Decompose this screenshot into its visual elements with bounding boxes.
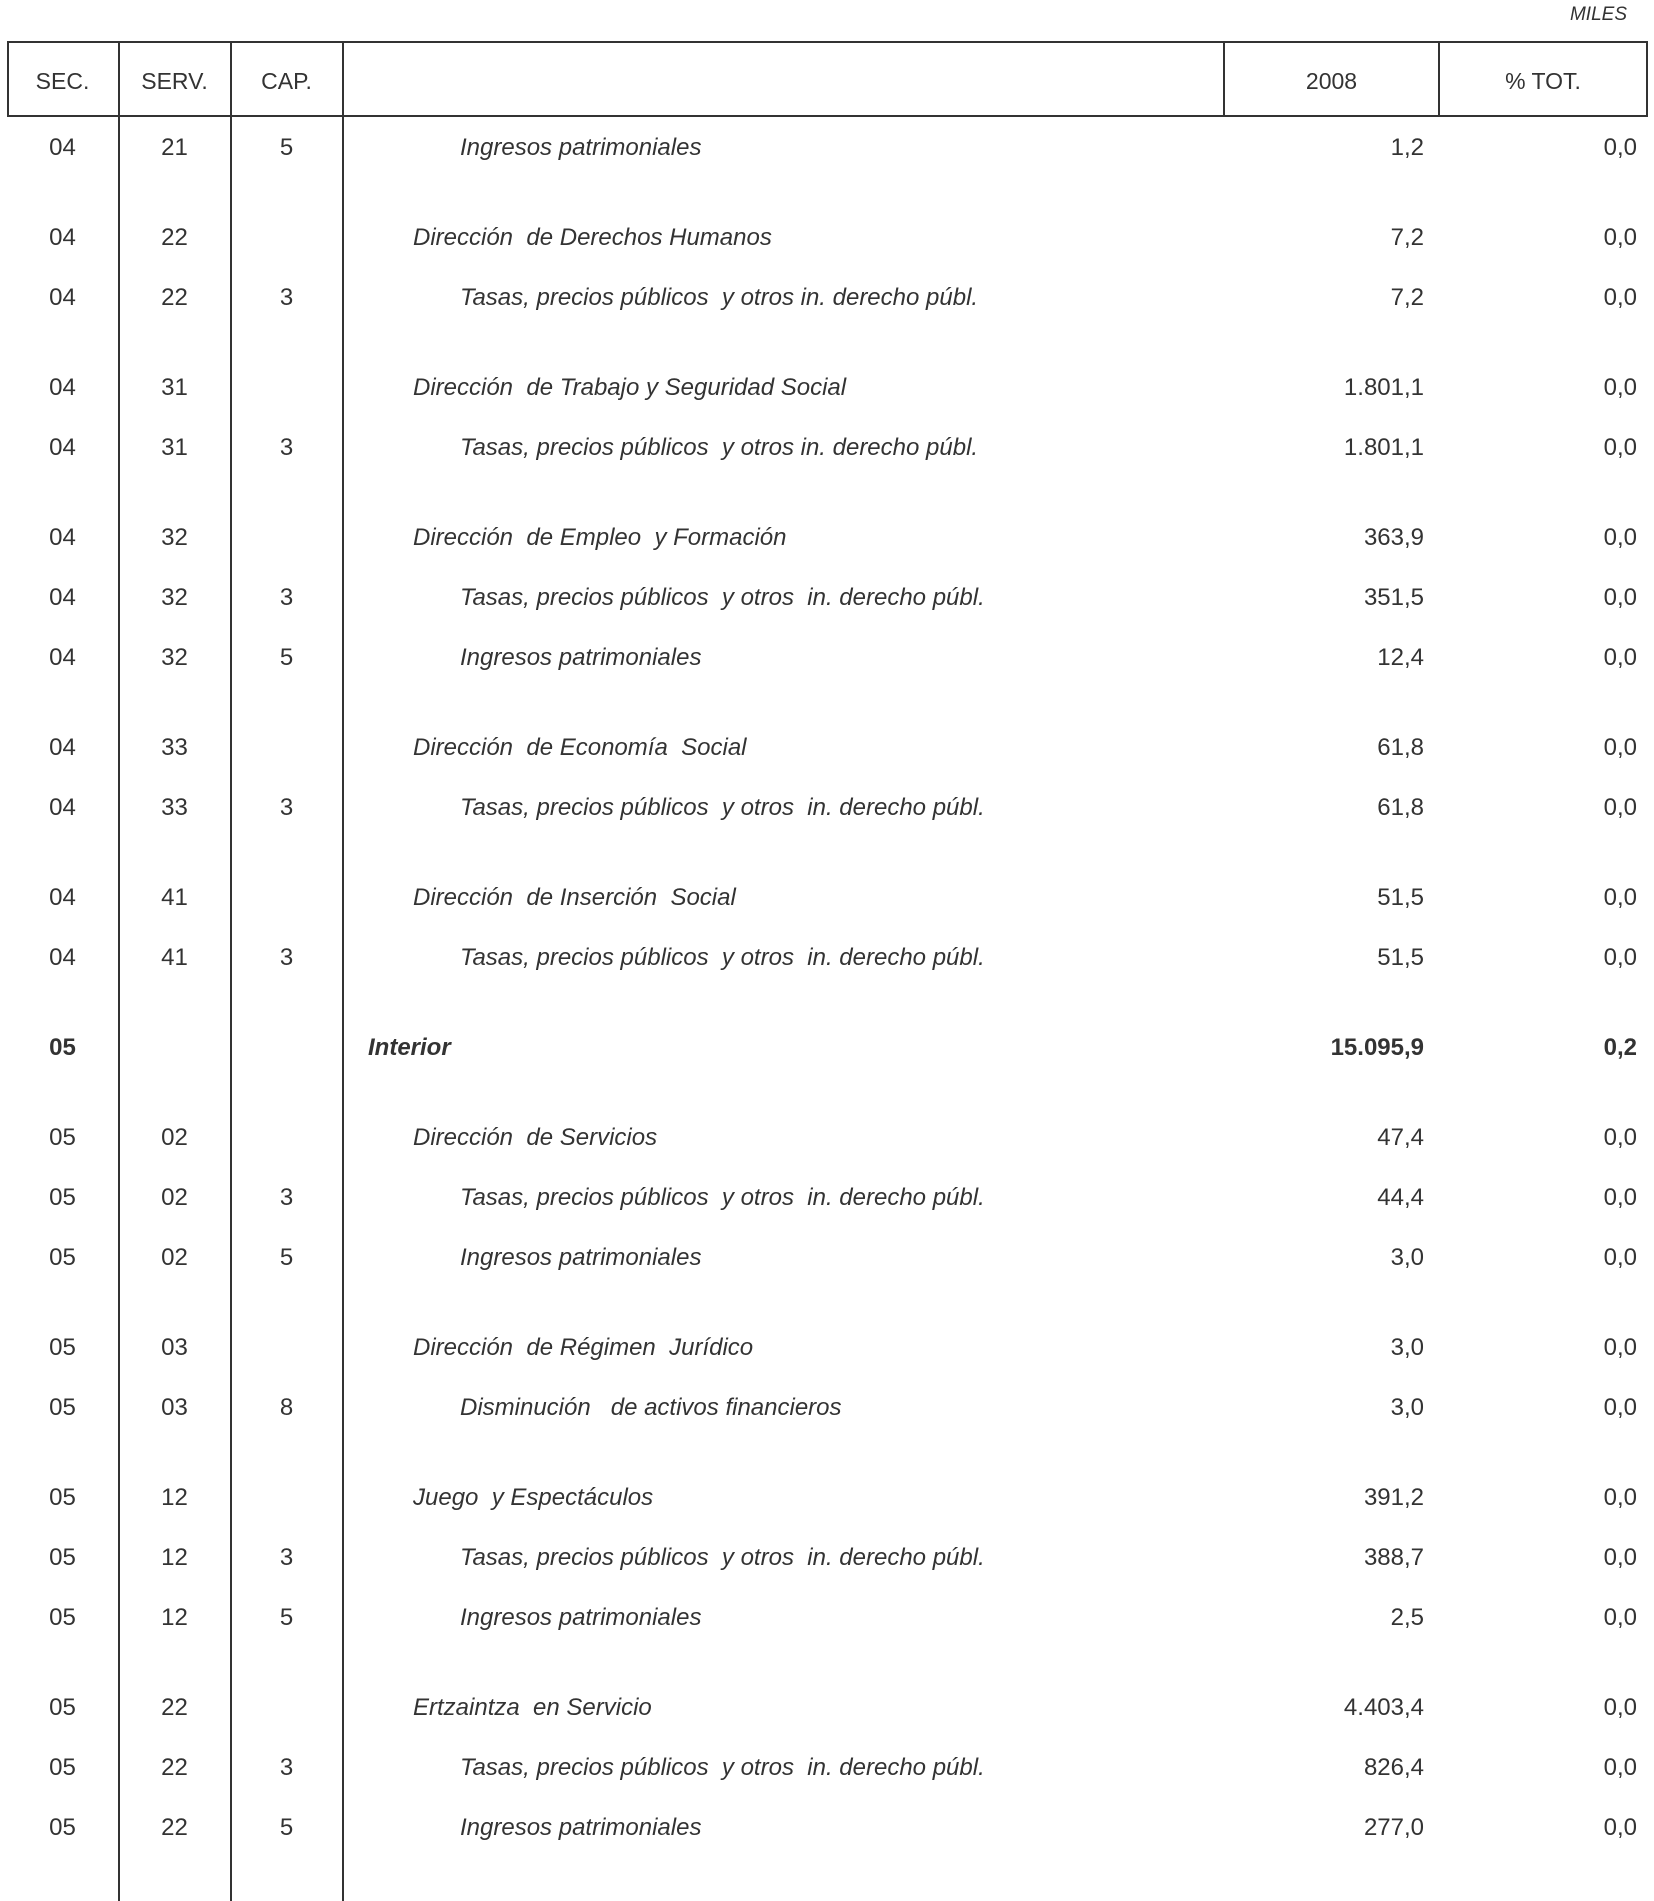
serv-code: 33	[161, 734, 188, 761]
sec-code: 05	[49, 1694, 76, 1721]
units-label: MILES	[1569, 4, 1627, 25]
cap-code	[231, 1468, 342, 1528]
serv-code: 22	[161, 1754, 188, 1781]
percent-total: 0,0	[1603, 1544, 1637, 1571]
sec-code: 05	[49, 1184, 76, 1211]
serv-code: 31	[161, 374, 188, 401]
sec-code: 05	[49, 1484, 76, 1511]
chapter-row	[7, 418, 1648, 478]
value-2008: 12,4	[1377, 644, 1424, 671]
description: Dirección de Trabajo y Seguridad Social	[413, 374, 847, 401]
serv-code: 22	[161, 1814, 188, 1841]
serv-code: 32	[161, 584, 188, 611]
cap-code: 3	[279, 584, 294, 611]
service-row	[7, 1318, 1648, 1378]
description: Tasas, precios públicos y otros in. derecho públ.	[460, 794, 985, 821]
percent-total: 0,0	[1603, 884, 1637, 911]
value-2008: 7,2	[1390, 224, 1424, 251]
sec-code: 04	[49, 584, 76, 611]
cap-code	[231, 1108, 342, 1168]
chapter-row	[7, 118, 1648, 178]
sec-code: 04	[49, 944, 76, 971]
value-2008: 3,0	[1390, 1334, 1424, 1361]
sec-code: 05	[49, 1754, 76, 1781]
description: Dirección de Derechos Humanos	[413, 224, 772, 251]
serv-code: 12	[161, 1604, 188, 1631]
percent-total: 0,0	[1603, 1244, 1637, 1271]
percent-total: 0,0	[1603, 1184, 1637, 1211]
percent-total: 0,0	[1603, 584, 1637, 611]
description: Dirección de Régimen Jurídico	[413, 1334, 754, 1361]
cap-code	[231, 718, 342, 778]
sec-code: 04	[49, 794, 76, 821]
percent-total: 0,0	[1603, 374, 1637, 401]
value-2008: 826,4	[1363, 1754, 1424, 1781]
value-2008: 3,0	[1390, 1244, 1424, 1271]
sec-code: 05	[49, 1334, 76, 1361]
serv-code: 32	[161, 644, 188, 671]
serv-code: 12	[161, 1544, 188, 1571]
serv-code: 22	[161, 224, 188, 251]
value-2008: 51,5	[1377, 944, 1424, 971]
description: Tasas, precios públicos y otros in. derecho públ.	[460, 434, 979, 461]
description: Interior	[368, 1034, 451, 1061]
service-row	[7, 1468, 1648, 1528]
sec-code: 04	[49, 134, 76, 161]
description: Ingresos patrimoniales	[460, 134, 702, 161]
header-description	[343, 41, 1223, 116]
header-sec: SEC.	[35, 68, 90, 94]
percent-total: 0,0	[1603, 1814, 1637, 1841]
cap-code: 3	[279, 284, 294, 311]
chapter-row	[7, 268, 1648, 328]
percent-total: 0,0	[1603, 1394, 1637, 1421]
chapter-row	[7, 1528, 1648, 1588]
chapter-row	[7, 1228, 1648, 1288]
percent-total: 0,0	[1603, 1124, 1637, 1151]
description: Tasas, precios públicos y otros in. derecho públ.	[460, 1184, 985, 1211]
description: Ingresos patrimoniales	[460, 1604, 702, 1631]
description: Dirección de Empleo y Formación	[413, 524, 787, 551]
budget-table	[7, 41, 1648, 1901]
chapter-row	[7, 1798, 1648, 1858]
serv-code: 02	[161, 1124, 188, 1151]
cap-code	[231, 1678, 342, 1738]
cap-code: 3	[279, 944, 294, 971]
cap-code: 5	[279, 1244, 294, 1271]
percent-total: 0,0	[1603, 1484, 1637, 1511]
sec-code: 05	[49, 1814, 76, 1841]
serv-code: 02	[161, 1244, 188, 1271]
chapter-row	[7, 568, 1648, 628]
chapter-row	[7, 778, 1648, 838]
sec-code: 04	[49, 284, 76, 311]
value-2008: 277,0	[1363, 1814, 1424, 1841]
description: Tasas, precios públicos y otros in. derecho públ.	[460, 1754, 985, 1781]
sec-code: 05	[49, 1034, 76, 1061]
cap-code: 3	[279, 1544, 294, 1571]
sec-code: 04	[49, 434, 76, 461]
value-2008: 3,0	[1390, 1394, 1424, 1421]
description: Disminución de activos financieros	[460, 1394, 842, 1421]
service-row	[7, 208, 1648, 268]
serv-code: 33	[161, 794, 188, 821]
description: Dirección de Servicios	[413, 1124, 658, 1151]
chapter-row	[7, 1168, 1648, 1228]
chapter-row	[7, 1588, 1648, 1648]
header-cap: CAP.	[261, 68, 312, 94]
description: Tasas, precios públicos y otros in. derecho públ.	[460, 1544, 985, 1571]
section-total-row	[7, 1018, 1648, 1078]
sec-code: 05	[49, 1394, 76, 1421]
serv-code: 21	[161, 134, 188, 161]
sec-code: 05	[49, 1544, 76, 1571]
percent-total: 0,0	[1603, 434, 1637, 461]
cap-code	[231, 508, 342, 568]
description: Ingresos patrimoniales	[460, 1814, 702, 1841]
value-2008: 1.801,1	[1343, 434, 1424, 461]
percent-total: 0,0	[1603, 1604, 1637, 1631]
cap-code: 3	[279, 1184, 294, 1211]
value-2008: 47,4	[1377, 1124, 1424, 1151]
serv-code: 31	[161, 434, 188, 461]
sec-code: 05	[49, 1124, 76, 1151]
chapter-row	[7, 1378, 1648, 1438]
percent-total: 0,0	[1603, 734, 1637, 761]
service-row	[7, 868, 1648, 928]
description: Tasas, precios públicos y otros in. derecho públ.	[460, 944, 985, 971]
header-serv: SERV.	[141, 68, 208, 94]
value-2008: 388,7	[1363, 1544, 1424, 1571]
serv-code: 03	[161, 1334, 188, 1361]
serv-code: 41	[161, 944, 188, 971]
cap-code: 5	[279, 1604, 294, 1631]
cap-code: 5	[279, 1814, 294, 1841]
chapter-row	[7, 928, 1648, 988]
percent-total: 0,0	[1603, 284, 1637, 311]
percent-total: 0,0	[1603, 1694, 1637, 1721]
description: Ingresos patrimoniales	[460, 1244, 702, 1271]
value-2008: 7,2	[1390, 284, 1424, 311]
description: Ertzaintza en Servicio	[413, 1694, 652, 1721]
cap-code: 3	[279, 794, 294, 821]
chapter-row	[7, 628, 1648, 688]
cap-code	[231, 1018, 342, 1078]
serv-code: 02	[161, 1184, 188, 1211]
percent-total: 0,0	[1603, 524, 1637, 551]
service-row	[7, 358, 1648, 418]
description: Dirección de Economía Social	[413, 734, 747, 761]
sec-code: 04	[49, 734, 76, 761]
value-2008: 2,5	[1390, 1604, 1424, 1631]
header-year: 2008	[1305, 68, 1358, 94]
serv-code: 32	[161, 524, 188, 551]
value-2008: 15.095,9	[1330, 1034, 1424, 1061]
sec-code: 04	[49, 884, 76, 911]
percent-total: 0,0	[1603, 1334, 1637, 1361]
percent-total: 0,0	[1603, 644, 1637, 671]
percent-total: 0,0	[1603, 794, 1637, 821]
value-2008: 391,2	[1363, 1484, 1424, 1511]
chapter-row	[7, 1738, 1648, 1798]
service-row	[7, 1678, 1648, 1738]
sec-code: 04	[49, 644, 76, 671]
serv-code: 03	[161, 1394, 188, 1421]
cap-code	[231, 868, 342, 928]
percent-total: 0,0	[1603, 224, 1637, 251]
serv-code	[119, 1018, 230, 1078]
percent-total: 0,0	[1603, 1754, 1637, 1781]
sec-code: 05	[49, 1604, 76, 1631]
service-row	[7, 1108, 1648, 1168]
cap-code: 5	[279, 134, 294, 161]
header-percent-total: % TOT.	[1505, 68, 1581, 94]
cap-code: 5	[279, 644, 294, 671]
serv-code: 41	[161, 884, 188, 911]
description: Tasas, precios públicos y otros in. derecho públ.	[460, 284, 979, 311]
description: Juego y Espectáculos	[413, 1484, 654, 1511]
cap-code	[231, 1318, 342, 1378]
value-2008: 1.801,1	[1343, 374, 1424, 401]
value-2008: 363,9	[1363, 524, 1424, 551]
percent-total: 0,0	[1603, 134, 1637, 161]
table-right-border	[1646, 41, 1648, 117]
value-2008: 4.403,4	[1343, 1694, 1424, 1721]
cap-code: 8	[279, 1394, 294, 1421]
value-2008: 51,5	[1377, 884, 1424, 911]
cap-code	[231, 208, 342, 268]
sec-code: 04	[49, 524, 76, 551]
cap-code: 3	[279, 434, 294, 461]
description: Dirección de Inserción Social	[413, 884, 736, 911]
value-2008: 61,8	[1377, 734, 1424, 761]
sec-code: 05	[49, 1244, 76, 1271]
percent-total: 0,0	[1603, 944, 1637, 971]
service-row	[7, 508, 1648, 568]
sec-code: 04	[49, 224, 76, 251]
serv-code: 22	[161, 1694, 188, 1721]
serv-code: 12	[161, 1484, 188, 1511]
value-2008: 1,2	[1390, 134, 1424, 161]
description: Tasas, precios públicos y otros in. derecho públ.	[460, 584, 985, 611]
value-2008: 61,8	[1377, 794, 1424, 821]
cap-code	[231, 358, 342, 418]
percent-total: 0,2	[1603, 1034, 1637, 1061]
value-2008: 44,4	[1377, 1184, 1424, 1211]
cap-code: 3	[279, 1754, 294, 1781]
description: Ingresos patrimoniales	[460, 644, 702, 671]
serv-code: 22	[161, 284, 188, 311]
value-2008: 351,5	[1363, 584, 1424, 611]
service-row	[7, 718, 1648, 778]
sec-code: 04	[49, 374, 76, 401]
